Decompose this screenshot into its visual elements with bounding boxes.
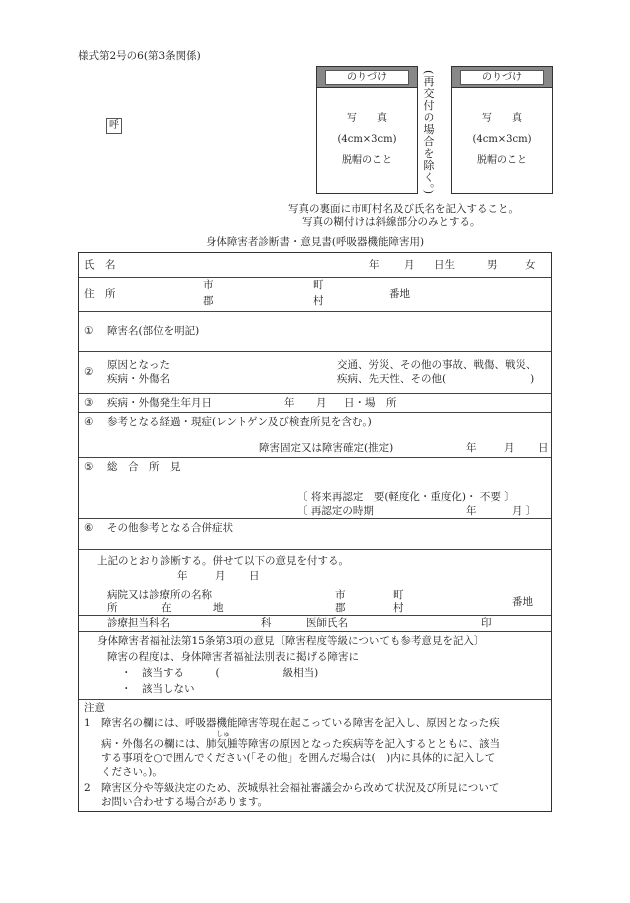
item5-label: 総 合 所 見 [107, 461, 181, 473]
item2-number: ② [84, 366, 94, 378]
sex-female: 女 [525, 259, 536, 271]
item3-year: 年 [284, 397, 295, 409]
item2-options-1: 交通、労災、その他の事故、戦傷、戦災、 [337, 359, 537, 371]
item4-number: ④ [84, 416, 94, 428]
opinion-title: 身体障害者福祉法第15条第3項の意見〔障害程度等級についても参考意見を記入〕 [97, 635, 485, 647]
item2-options-2: 疾病、先天性、その他( ) [337, 373, 535, 385]
opinion-option-not-applicable: ・ 該当しない [121, 683, 195, 695]
item4-fixed-label: 障害固定又は障害確定(推定) [259, 442, 394, 454]
doctor-dept-label: 診療担当科名 [107, 617, 170, 629]
notes-title: 注意 [84, 702, 105, 714]
doctor-dept-ka: 科 [261, 617, 272, 629]
opinion-lead: 障害の程度は、身体障害者福祉法別表に掲げる障害に [107, 651, 359, 663]
form-title: 身体障害者診断書・意見書(呼吸器機能障害用) [205, 236, 425, 248]
call-mark: 呼 [106, 118, 122, 134]
birth-month: 月 [404, 259, 415, 271]
diagnosis-day: 日 [249, 570, 260, 582]
item3-label: 疾病・外傷発生年月日 [107, 397, 212, 409]
item2-label-2: 疾病・外傷名 [107, 373, 170, 385]
name-label: 氏 名 [84, 259, 116, 271]
item4-label: 参考となる経過・現症(レントゲン及び検査所見を含む。) [107, 416, 372, 428]
address-shi: 市 [203, 279, 214, 291]
note2-number: 2 [84, 782, 91, 794]
note2-line1: 障害区分や等級決定のため、茨城県社会福祉審議会から改めて状況及び所見について [101, 782, 500, 794]
diagnosis-month: 月 [215, 570, 226, 582]
item4-month: 月 [504, 442, 515, 454]
photo-left-line1: 写 真 [347, 113, 387, 124]
note1-ruby: しゅ [216, 730, 230, 738]
opinion-option-applicable: ・ 該当する ( 級相当) [121, 667, 319, 679]
item6-number: ⑥ [84, 522, 94, 534]
birth-year: 年 [369, 259, 380, 271]
hospital-name-label: 病院又は診療所の名称 [107, 589, 212, 601]
address-mura: 村 [313, 295, 324, 307]
hospital-shi: 市 [335, 589, 346, 601]
main-form-table [78, 252, 552, 812]
item4-year: 年 [466, 442, 477, 454]
note2-line2: お問い合わせする場合があります。 [101, 796, 269, 808]
hospital-mura: 村 [393, 602, 404, 614]
hospital-gun: 郡 [335, 602, 346, 614]
note1-line3: する事項を○で囲んでください(「その他」を囲んだ場合は( )内に具体的に記入して [101, 752, 496, 764]
photo-left-line2: (4cm×3cm) [337, 134, 397, 145]
item5-number: ⑤ [84, 461, 94, 473]
photo-left-line3: 脱帽のこと [342, 155, 392, 166]
sex-male: 男 [487, 259, 498, 271]
hospital-banchi: 番地 [512, 596, 533, 608]
hospital-loc-1: 所 [107, 602, 118, 614]
note1-line4: ください。)。 [101, 766, 163, 778]
item3-number: ③ [84, 397, 94, 409]
item5-month: 月 〕 [512, 505, 537, 517]
item1-number: ① [84, 325, 94, 337]
photo-right-line1: 写 真 [482, 113, 522, 124]
item3-month: 月 [316, 397, 327, 409]
reissue-note: (再交付の場合を除く。) [422, 70, 435, 196]
note1-line1: 障害名の欄には、呼吸器機能障害等現在起こっている障害を記入し、原因となった疾 [101, 717, 500, 729]
item1-label: 障害名(部位を明記) [107, 325, 200, 337]
address-gun: 郡 [203, 295, 214, 307]
item3-day-place: 日・場 所 [344, 397, 397, 409]
doctor-seal: 印 [481, 617, 492, 629]
photo-box-right [451, 66, 553, 194]
item5-recheck-2: 〔 再認定の時期 [297, 505, 374, 517]
hospital-machi: 町 [393, 589, 404, 601]
hospital-loc-3: 地 [213, 602, 224, 614]
note1-number: 1 [84, 717, 91, 729]
form-number: 様式第2号の6(第3条関係) [78, 50, 201, 62]
address-label: 住 所 [84, 288, 116, 300]
photo-box-left [316, 66, 418, 194]
item5-year: 年 [466, 505, 477, 517]
address-machi: 町 [313, 279, 324, 291]
diagnosis-statement: 上記のとおり診断する。併せて以下の意見を付する。 [97, 555, 349, 567]
diagnosis-year: 年 [177, 570, 188, 582]
item6-label: その他参考となる合併症状 [107, 522, 233, 534]
photo-right-line2: (4cm×3cm) [472, 134, 532, 145]
item5-recheck-1: 〔 将来再認定 要(軽度化・重度化)・ 不要 〕 [297, 491, 515, 503]
doctor-name-label: 医師氏名 [306, 617, 348, 629]
item2-label-1: 原因となった [107, 359, 170, 371]
birth-day: 日生 [434, 259, 455, 271]
glue-label-right: のりづけ [460, 70, 544, 85]
photo-right-line3: 脱帽のこと [477, 155, 527, 166]
hospital-loc-2: 在 [161, 602, 172, 614]
photo-note-1: 写真の裏面に市町村名及び氏名を記入すること。 [288, 203, 519, 215]
note1-line2: 病・外傷名の欄には、肺気腫等障害の原因となった疾病等を記入するとともに、該当 [101, 738, 500, 750]
item4-day: 日 [538, 442, 549, 454]
photo-note-2: 写真の糊付けは斜線部分のみとする。 [302, 216, 481, 228]
glue-label-left: のりづけ [325, 70, 409, 85]
address-banchi: 番地 [389, 288, 410, 300]
